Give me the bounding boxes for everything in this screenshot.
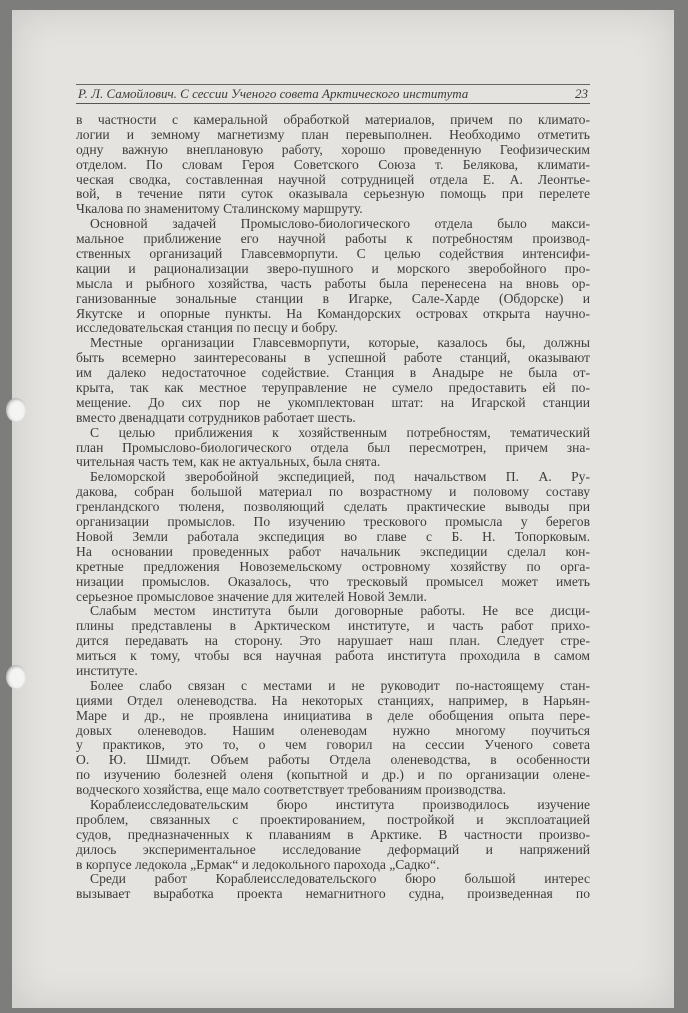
text-line: чительная часть тем, как не актуальных, была снята. bbox=[76, 454, 381, 470]
paragraph bbox=[76, 426, 590, 471]
punch-hole bbox=[6, 398, 26, 422]
text-line: одну важную внеплановую работу, хорошо проведенную Геофизическим bbox=[76, 141, 590, 157]
running-header bbox=[76, 84, 590, 104]
text-line: циями Отдел оленеводства. На некоторых станциях, например, в Нарьян- bbox=[76, 692, 590, 708]
punch-hole bbox=[6, 665, 26, 689]
text-line: дится передавать на сторону. Это нарушает наш план. Следует стре- bbox=[76, 633, 590, 649]
text-line: у практиков, это то, о чем говорил на сессии Ученого совета bbox=[76, 737, 590, 753]
paragraph bbox=[76, 113, 590, 217]
paragraph bbox=[76, 872, 590, 902]
text-line: С целью приближения к хозяйственным потребностям, тематический bbox=[90, 424, 590, 440]
text-line: ственных организаций Главсевморпути. С целью содействия интенсифи- bbox=[76, 246, 590, 262]
text-line: Кораблеисследовательским бюро института производилось изучение bbox=[90, 796, 590, 812]
text-line: логии и земному магнетизму план перевыполнен. Необходимо отметить bbox=[76, 126, 590, 142]
text-line: плины представлены в Арктическом институте, и часть работ прихо- bbox=[76, 618, 590, 634]
text-line: проблем, связанных с проектированием, постройкой и эксплоатацией bbox=[76, 811, 590, 827]
text-line: вой, в течение пяти суток оказывала серьезную помощь при перелете bbox=[76, 186, 590, 202]
text-line: Среди работ Кораблеисследовательского бюро большой интерес bbox=[90, 871, 590, 887]
text-line: Местные организации Главсевморпути, которые, казалось бы, должны bbox=[90, 335, 590, 351]
text-line: Чкалова по знаменитому Сталинскому маршруту. bbox=[76, 201, 363, 217]
text-line: ганизованные зональные станции в Игарке, Сале-Харде (Обдорске) и bbox=[76, 290, 590, 306]
text-line: исследовательская станция по песцу и бобру. bbox=[76, 320, 338, 336]
paragraph bbox=[76, 604, 590, 678]
text-line: крыта, так как местное теруправление не сумело предоставить ей по- bbox=[76, 380, 590, 396]
text-line: довых оленеводов. Нашим оленеводам нужно многому поучиться bbox=[76, 722, 590, 738]
text-line: Беломорской зверобойной экспедицией, под начальством П. А. Ру- bbox=[90, 469, 590, 485]
article-body bbox=[76, 113, 590, 902]
text-line: Основной задачей Промыслово-биологического отдела было макси- bbox=[90, 216, 590, 232]
text-line: кретные предложения Новоземельскому островному хозяйству по орга- bbox=[76, 558, 590, 574]
text-line: быть всемерно заинтересованы в успешной работе станций, оказывают bbox=[76, 350, 590, 366]
text-line: Слабым местом института были договорные работы. Не все дисци- bbox=[90, 603, 590, 619]
text-line: судов, предназначенных к плаваниям в Арктике. В частности произво- bbox=[76, 826, 590, 842]
text-line: институте. bbox=[76, 662, 138, 678]
text-line: Маре и др., не проявлена инициатива в деле обобщения опыта пере- bbox=[76, 707, 590, 723]
text-line: водческого хозяйства, еще мало соответствует требованиям производства. bbox=[76, 782, 506, 798]
text-line: О. Ю. Шмидт. Объем работы Отдела оленеводства, в особенности bbox=[76, 752, 590, 768]
running-title: Р. Л. Самойлович. С сессии Ученого совета Арктического института bbox=[78, 86, 469, 101]
paragraph bbox=[76, 217, 590, 336]
text-line: мещение. До сих пор не укомплектован штат: на Игарской станции bbox=[76, 394, 590, 410]
text-line: в корпусе ледокола „Ермак“ и ледокольного парохода „Садко“. bbox=[76, 856, 440, 872]
paragraph bbox=[76, 679, 590, 798]
text-line: миться к тому, чтобы вся научная работа института проходила в самом bbox=[76, 648, 590, 664]
text-line: вызывает выработка проекта немагнитного судна, произведенная по bbox=[76, 886, 590, 902]
text-line: вместо двенадцати сотрудников работает шесть. bbox=[76, 409, 356, 425]
text-line: Более слабо связан с местами и не руководит по-настоящему стан- bbox=[90, 677, 590, 693]
text-line: отделом. По словам Героя Советского Союза т. Белякова, климати- bbox=[76, 156, 590, 172]
text-line: им далеко недостаточное содействие. Станция в Анадыре не была от- bbox=[76, 365, 590, 381]
text-line: дилось экспериментальное исследование деформаций и напряжений bbox=[76, 841, 590, 857]
text-line: серьезное промысловое значение для жителей Новой Земли. bbox=[76, 588, 427, 604]
text-line: ческая сводка, составленная научной сотрудницей отдела Е. А. Леонтье- bbox=[76, 171, 590, 187]
text-line: Якутске и опорные пункты. На Командорских островах открыта научно- bbox=[76, 305, 590, 321]
text-line: Новой Земли работала экспедиция во главе с Б. Н. Топорковым. bbox=[76, 528, 590, 544]
page-number: 23 bbox=[575, 86, 588, 101]
text-line: мальное приближение его научной работы к потребностям производ- bbox=[76, 231, 590, 247]
paragraph bbox=[76, 798, 590, 872]
text-line: мысла и рыбного хозяйства, часть работы была перенесена на вновь ор- bbox=[76, 275, 590, 291]
text-line: На основании проведенных работ начальник экспедиции сделал кон- bbox=[76, 543, 590, 559]
text-line: план Промыслово-биологического отдела был пересмотрен, причем зна- bbox=[76, 439, 590, 455]
text-line: гренландского тюленя, позволяющий сделать практические выводы при bbox=[76, 499, 590, 515]
text-line: в частности с камеральной обработкой материалов, причем по климато- bbox=[76, 112, 590, 127]
paragraph bbox=[76, 336, 590, 425]
paragraph bbox=[76, 470, 590, 604]
text-line: по изучению болезней оленя (копытной и др.) и по организации олене- bbox=[76, 767, 590, 783]
text-line: дакова, собран большой материал по возрастному и половому составу bbox=[76, 484, 590, 500]
text-line: организации промыслов. По изучению трескового промысла у берегов bbox=[76, 514, 590, 530]
text-line: кации и рационализации зверо-пушного и морского зверобойного про- bbox=[76, 260, 590, 276]
text-line: низации промыслов. Оказалось, что тресковый промысел может иметь bbox=[76, 573, 590, 589]
